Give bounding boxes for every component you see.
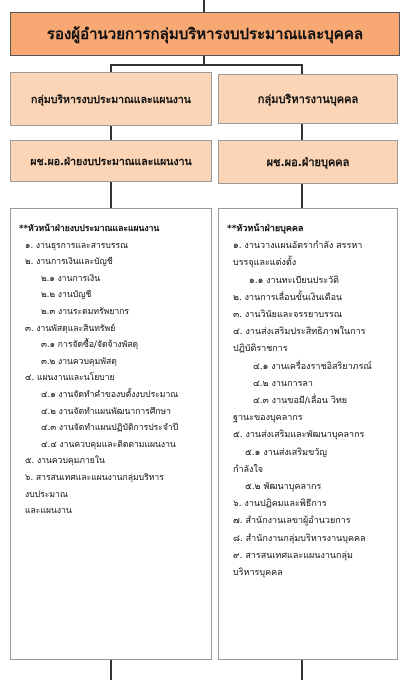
right-group-label: กลุ่มบริหารงานบุคคล — [257, 93, 359, 106]
title-stem — [203, 56, 205, 64]
left-list-item: งบประมาณ — [25, 489, 68, 500]
left-group-label: กลุ่มบริหารงบประมาณและแผนงาน — [31, 93, 191, 106]
left-branch — [110, 64, 112, 72]
left-link-1 — [110, 126, 112, 140]
right-list-item: ปฏิบัติราชการ — [233, 344, 288, 355]
left-list-item: ๔.๒ งานจัดทำแผนพัฒนาการศึกษา — [41, 406, 172, 417]
right-list-item: ๘. สำนักงานกลุ่มบริหารงานบุคคล — [233, 533, 366, 544]
right-list-item: ๒. งานการเลื่อนขั้นเงินเดือน — [233, 292, 343, 303]
right-list-item: ๔.๒ งานการลา — [253, 378, 313, 389]
left-list-item: ๓. งานพัสดุและสินทรัพย์ — [25, 323, 116, 334]
left-group-box — [10, 72, 212, 126]
left-list-item: ๒.๒ งานบัญชี — [41, 290, 92, 301]
right-list-item: ๗. สำนักงานเลขาผู้อำนวยการ — [233, 516, 351, 527]
right-list-item: บรรจุและแต่งตั้ง — [233, 258, 297, 269]
left-list-item: ๖. สารสนเทศและแผนงานกลุ่มบริหาร — [25, 472, 164, 483]
right-group-box — [218, 74, 398, 124]
left-duty-list — [10, 208, 212, 660]
branch-bar — [110, 64, 302, 66]
right-list-item: ๔.๓ งานขอมี/เลื่อน วิทย — [253, 396, 348, 407]
left-list-item: **หัวหน้าฝ่ายงบประมาณและแผนงาน — [19, 224, 160, 234]
right-list-item: ๓. งานวินัยและจรรยาบรรณ — [233, 310, 343, 321]
deputy-director-box — [10, 12, 400, 56]
right-tail — [301, 660, 303, 680]
left-link-2 — [110, 182, 112, 208]
left-list-item: ๔.๑ งานจัดทำคำของบตั้งงบประมาณ — [41, 389, 179, 400]
right-duty-list — [218, 208, 398, 660]
right-list-item: ๕.๑ งานส่งเสริมขวัญ — [245, 447, 327, 458]
left-list-item: ๒. งานการเงินและบัญชี — [25, 257, 113, 268]
left-list-item: ๔. แผนงานและนโยบาย — [25, 373, 115, 384]
right-list-item: ๕. งานส่งเสริมและพัฒนาบุคลากร — [233, 430, 365, 441]
top-connector — [203, 0, 205, 12]
left-list-item: ๑. งานธุรการและสารบรรณ — [25, 240, 129, 251]
left-head-label: ผช.ผอ.ฝ่ายงบประมาณและแผนงาน — [30, 155, 192, 168]
left-head-box — [10, 140, 212, 182]
left-list-item: ๔.๓ งานจัดทำแผนปฏิบัติการประจำปี — [41, 423, 179, 434]
right-list-item: ๔.๑ งานเครื่องราชอิสริยาภรณ์ — [253, 361, 372, 372]
right-list-item: ๔. งานส่งเสริมประสิทธิภาพในการ — [233, 327, 366, 338]
right-list-item: ๙. สารสนเทศและแผนงานกลุ่ม — [233, 550, 353, 561]
right-list-item: ๑.๑ งานทะเบียนประวัติ — [249, 275, 340, 286]
left-list-item: และแผนงาน — [25, 506, 72, 517]
right-head-box — [218, 140, 398, 184]
left-list-item: ๒.๑ งานการเงิน — [41, 273, 101, 284]
right-list-item: ๑. งานวางแผนอัตรากำลัง สรรหา — [233, 241, 363, 252]
left-list-item: ๔.๔ งานควบคุมและติดตามแผนงาน — [41, 439, 176, 450]
right-head-label: ผช.ผอ.ฝ่ายบุคคล — [266, 156, 350, 169]
left-tail — [110, 660, 112, 680]
right-list-item: ฐานะของบุคลากร — [233, 413, 303, 424]
right-list-item: **หัวหน้าฝ่ายบุคคล — [227, 224, 304, 234]
deputy-director-title: รองผู้อำนวยการกลุ่มบริหารงบประมาณและบุคคล — [46, 25, 364, 43]
left-list-item: ๒.๓ งานระดมทรัพยากร — [41, 306, 130, 317]
right-list-item: ๖. งานปฏิคมและพิธีการ — [233, 499, 327, 510]
left-list-item: ๓.๒ งานควบคุมพัสดุ — [41, 356, 117, 367]
right-list-item: ๕.๒ พัฒนาบุคลากร — [245, 482, 322, 493]
right-list-item: บริหารบุคคล — [233, 568, 283, 579]
right-link-1 — [301, 124, 303, 140]
right-list-item: กำลังใจ — [233, 464, 264, 475]
left-list-item: ๕. งานควบคุมภายใน — [25, 456, 105, 467]
left-list-item: ๓.๑ การจัดซื้อ/จัดจ้างพัสดุ — [41, 340, 139, 351]
right-link-2 — [301, 184, 303, 208]
right-branch — [301, 64, 303, 74]
